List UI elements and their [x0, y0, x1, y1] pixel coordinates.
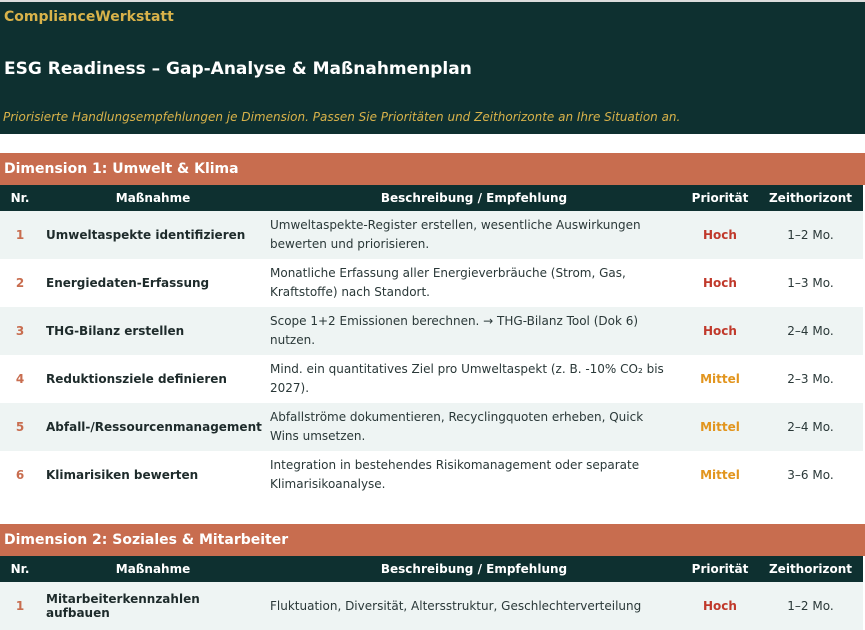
- table-row: [0, 451, 863, 499]
- table-header-row: [0, 556, 863, 582]
- measure-description: Umweltaspekte-Register erstellen, wesentliche Auswirkungen bewerten und priorisieren.: [270, 218, 641, 251]
- measure-name: Energiedaten-Erfassung: [46, 276, 210, 290]
- time-horizon: 1–2 Mo.: [787, 228, 834, 242]
- column-header-massnahme: Maßnahme: [115, 191, 191, 205]
- column-header-zeithorizont: Zeithorizont: [768, 562, 852, 576]
- spacer: [0, 134, 865, 153]
- measure-name: Reduktionsziele definieren: [46, 372, 227, 386]
- measures-table: [0, 556, 863, 630]
- row-number: 5: [15, 420, 25, 434]
- column-header-nr: Nr.: [10, 191, 30, 205]
- table-row: [0, 355, 863, 403]
- time-horizon: 1–3 Mo.: [787, 276, 834, 290]
- priority-badge: Mittel: [700, 372, 740, 386]
- table-row: [0, 307, 863, 355]
- measure-description: Abfallströme dokumentieren, Recyclingquoten erheben, Quick Wins umsetzen.: [270, 410, 644, 443]
- measure-name: Umweltaspekte identifizieren: [46, 228, 246, 242]
- measure-description: Monatliche Erfassung aller Energieverbräuche (Strom, Gas, Kraftstoffe) nach Standort.: [270, 266, 626, 299]
- time-horizon: 3–6 Mo.: [787, 468, 834, 482]
- table-row: [0, 259, 863, 307]
- table-row: [0, 403, 863, 451]
- priority-badge: Hoch: [703, 228, 737, 242]
- time-horizon: 1–2 Mo.: [787, 599, 834, 613]
- priority-badge: Hoch: [703, 599, 737, 613]
- measure-description: Fluktuation, Diversität, Altersstruktur, Geschlechterverteilung: [270, 598, 642, 613]
- time-horizon: 2–3 Mo.: [787, 372, 834, 386]
- row-number: 1: [15, 599, 25, 613]
- page-title: ESG Readiness – Gap-Analyse & Maßnahmenplan: [4, 59, 472, 79]
- measure-description: Integration in bestehendes Risikomanagement oder separate Klimarisikoanalyse.: [270, 458, 640, 491]
- page-subtitle: Priorisierte Handlungsempfehlungen je Dimension. Passen Sie Prioritäten und Zeithorizonte an Ihre Situation an.: [3, 110, 681, 124]
- brand-logo-text: ComplianceWerkstatt: [4, 9, 174, 25]
- measures-table: [0, 185, 863, 499]
- dimension-title: Dimension 2: Soziales & Mitarbeiter: [0, 524, 865, 556]
- time-horizon: 2–4 Mo.: [787, 324, 834, 338]
- time-horizon: 2–4 Mo.: [787, 420, 834, 434]
- column-header-nr: Nr.: [10, 562, 30, 576]
- measure-description: Scope 1+2 Emissionen berechnen. → THG-Bilanz Tool (Dok 6) nutzen.: [270, 314, 639, 347]
- row-number: 4: [15, 372, 25, 386]
- measure-name: Abfall-/Ressourcenmanagement: [46, 420, 262, 434]
- row-number: 2: [15, 276, 25, 290]
- column-header-beschreibung: Beschreibung / Empfehlung: [380, 191, 568, 205]
- measure-name: Klimarisiken bewerten: [46, 468, 199, 482]
- column-header-beschreibung: Beschreibung / Empfehlung: [380, 562, 568, 576]
- column-header-massnahme: Maßnahme: [115, 562, 191, 576]
- priority-badge: Mittel: [700, 420, 740, 434]
- column-header-prioritaet: Priorität: [691, 191, 749, 205]
- dimensions-container: [0, 153, 865, 630]
- priority-badge: Hoch: [703, 324, 737, 338]
- row-number: 6: [15, 468, 25, 482]
- spacer: [0, 499, 865, 524]
- row-number: 3: [15, 324, 25, 338]
- table-row: [0, 211, 863, 259]
- measure-name: Mitarbeiterkennzahlen aufbauen: [46, 592, 200, 620]
- measure-description: Mind. ein quantitatives Ziel pro Umweltaspekt (z. B. -10% CO₂ bis 2027).: [270, 362, 664, 395]
- measure-name: THG-Bilanz erstellen: [46, 324, 185, 338]
- priority-badge: Mittel: [700, 468, 740, 482]
- column-header-zeithorizont: Zeithorizont: [768, 191, 852, 205]
- column-header-prioritaet: Priorität: [691, 562, 749, 576]
- dimension-title: Dimension 1: Umwelt & Klima: [0, 153, 865, 185]
- page-header: [0, 0, 865, 134]
- table-header-row: [0, 185, 863, 211]
- table-row: [0, 582, 863, 630]
- row-number: 1: [15, 228, 25, 242]
- priority-badge: Hoch: [703, 276, 737, 290]
